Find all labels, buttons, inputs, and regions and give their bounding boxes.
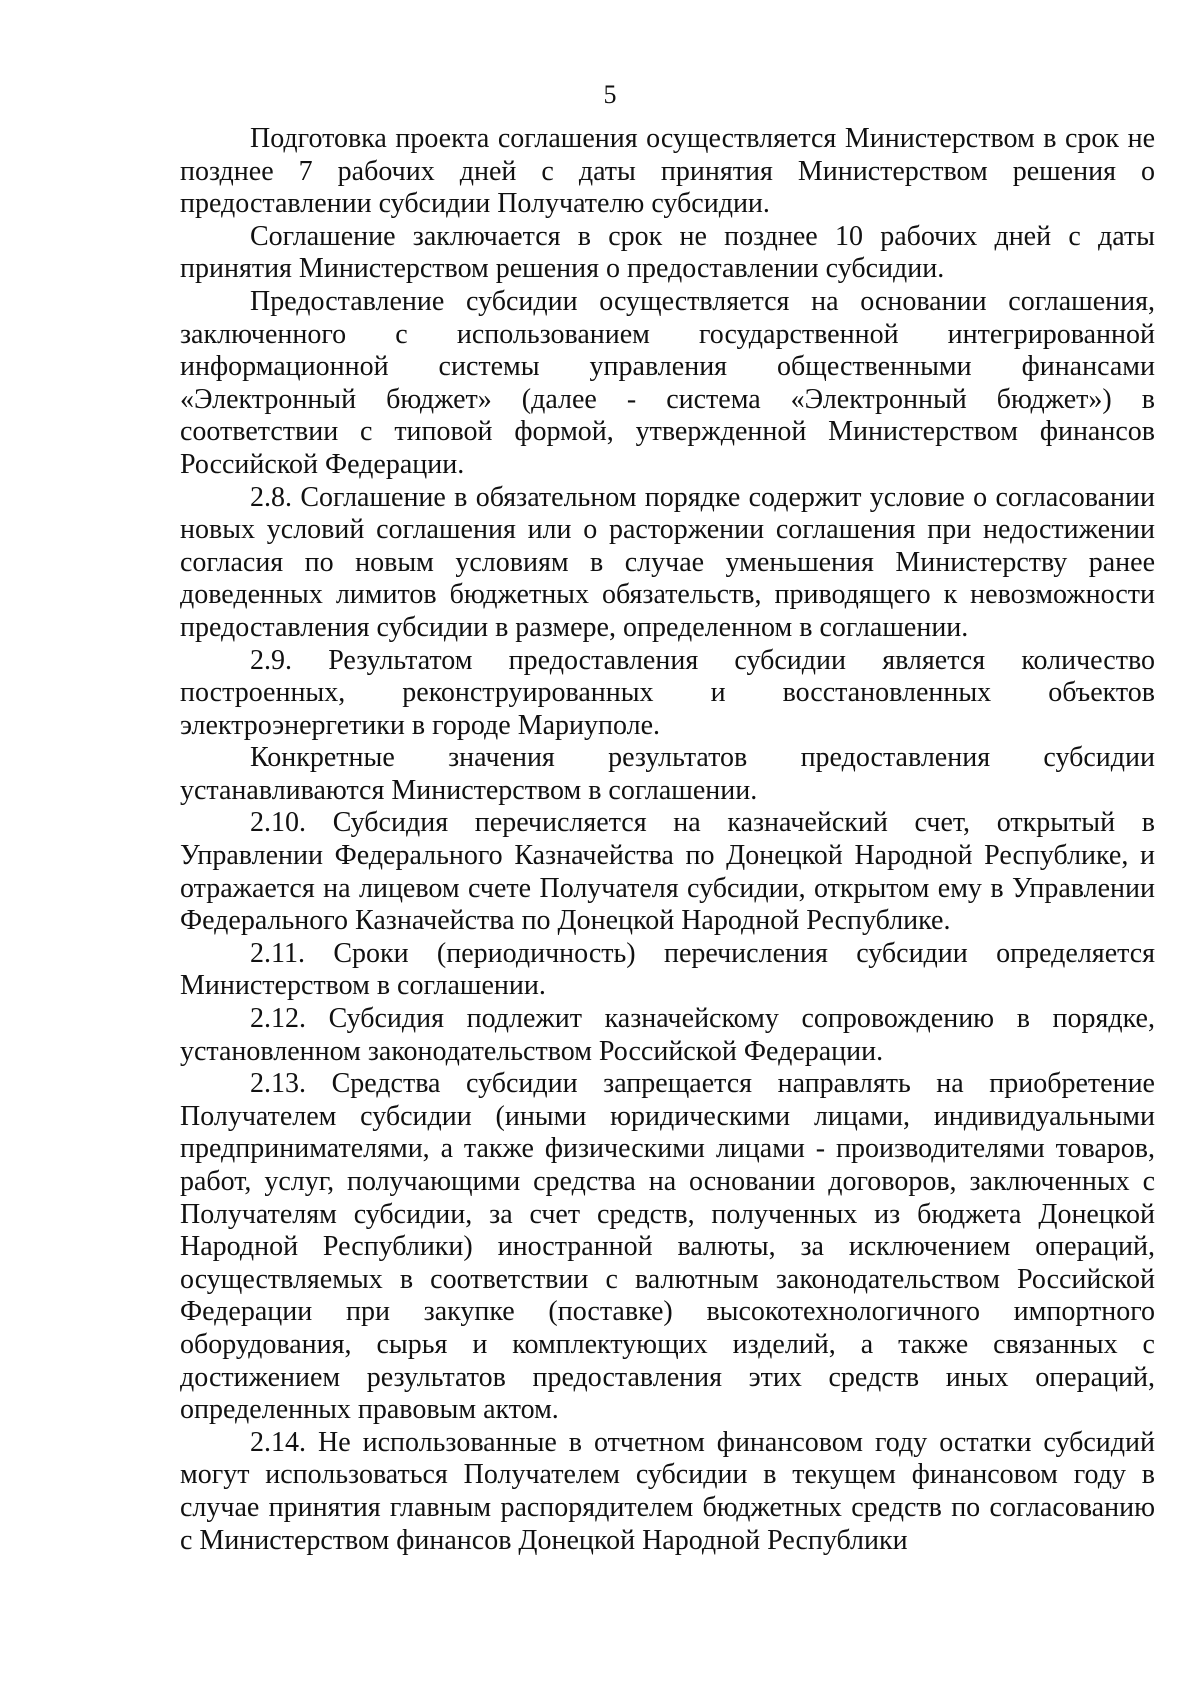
paragraph-result-values: Конкретные значения результатов предоставления субсидии устанавливаются Министерством в соглашении. bbox=[180, 742, 1155, 806]
paragraph-electronic-budget: Предоставление субсидии осуществляется на основании соглашения, заключенного с использованием государственной интегрированной информационной системы управления общественными финансами «Электронный бюджет» (далее - система «Электронный бюджет») в соответствии с типовой формой, утвержденной Министерством финансов Российской Федерации. bbox=[180, 285, 1155, 480]
document-body bbox=[180, 123, 1155, 1557]
paragraph-2-11: 2.11. Сроки (периодичность) перечисления субсидии определяется Министерством в соглашении. bbox=[180, 937, 1155, 1002]
page-number: 5 bbox=[603, 80, 617, 109]
paragraph-agreement-term: Соглашение заключается в срок не позднее 10 рабочих дней с даты принятия Министерством решения о предоставлении субсидии. bbox=[180, 220, 1155, 285]
paragraph-draft-preparation: Подготовка проекта соглашения осуществляется Министерством в срок не позднее 7 рабочих дней с даты принятия Министерством решения о предоставлении субсидии Получателю субсидии. bbox=[180, 123, 1155, 220]
paragraph-2-14: 2.14. Не использованные в отчетном финансовом году остатки субсидий могут использоваться Получателем субсидии в текущем финансовом году в случае принятия главным распорядителем бюджетных средств по согласованию с Министерством финансов Донецкой Народной Республики bbox=[180, 1426, 1155, 1556]
paragraph-2-9: 2.9. Результатом предоставления субсидии является количество построенных, реконструированных и восстановленных объектов электроэнергетики в городе Мариуполе. bbox=[180, 644, 1155, 741]
paragraph-2-12: 2.12. Субсидия подлежит казначейскому сопровождению в порядке, установленном законодательством Российской Федерации. bbox=[180, 1003, 1155, 1067]
paragraph-2-10: 2.10. Субсидия перечисляется на казначейский счет, открытый в Управлении Федерального Казначейства по Донецкой Народной Республике, и отражается на лицевом счете Получателя субсидии, открытом ему в Управлении Федерального Казначейства по Донецкой Народной Республике. bbox=[180, 807, 1155, 937]
paragraph-2-8: 2.8. Соглашение в обязательном порядке содержит условие о согласовании новых условий соглашения или о расторжении соглашения при недостижении согласия по новым условиям в случае уменьшения Министерству ранее доведенных лимитов бюджетных обязательств, приводящего к невозможности предоставления субсидии в размере, определенном в соглашении. bbox=[180, 481, 1155, 643]
paragraph-2-13: 2.13. Средства субсидии запрещается направлять на приобретение Получателем субсидии (иными юридическими лицами, индивидуальными предпринимателями, а также физическими лицами - производителями товаров, работ, услуг, получающими средства на основании договоров, заключенных с Получателям субсидии, за счет средств, полученных из бюджета Донецкой Народной Республики) иностранной валюты, за исключением операций, осуществляемых в соответствии с валютным законодательством Российской Федерации при закупке (поставке) высокотехнологичного импортного оборудования, сырья и комплектующих изделий, а также связанных с достижением результатов предоставления этих средств иных операций, определенных правовым актом. bbox=[180, 1068, 1155, 1426]
